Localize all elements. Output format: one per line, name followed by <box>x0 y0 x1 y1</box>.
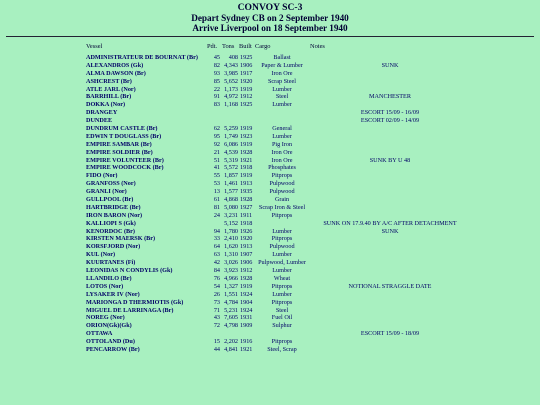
cell-built: 1913 <box>240 243 253 251</box>
cell-built: 1921 <box>240 345 253 353</box>
cell-notes: SUNK ON 17.9.40 BY A/C AFTER DETACHMENT <box>323 219 457 227</box>
cell-cargo: Iron Ore <box>271 156 293 164</box>
table-row <box>0 188 540 196</box>
cell-pdt: 54 <box>213 282 220 290</box>
table-row <box>0 109 540 117</box>
cell-built: 1906 <box>240 61 253 69</box>
cell-vessel: KALLIOPI S (Gk) <box>86 219 136 227</box>
cell-cargo: Pig Iron <box>271 140 293 148</box>
cell-cargo: Lumber <box>272 227 292 235</box>
cell-built: 1904 <box>240 298 253 306</box>
cell-vessel: DOKKA (Nor) <box>86 101 126 109</box>
table-row <box>0 86 540 94</box>
cell-notes: NOTIONAL STRAGGLE DATE <box>348 282 432 290</box>
cell-cargo: Pulpwood, Lumber <box>258 259 306 267</box>
cell-tons: 4,868 <box>224 196 238 204</box>
cell-cargo: Pulpwood <box>269 180 295 188</box>
cell-built: 1926 <box>240 227 253 235</box>
arrive-line: Arrive Liverpool on 18 September 1940 <box>192 23 348 33</box>
cell-vessel: GRANLI (Nor) <box>86 188 127 196</box>
cell-tons: 5,231 <box>224 306 238 314</box>
cell-built: 1919 <box>240 172 253 180</box>
cell-tons: 1,461 <box>224 180 238 188</box>
cell-cargo: Phosphates <box>268 164 296 172</box>
cell-pdt: 94 <box>213 227 220 235</box>
cell-vessel: ASHCREST (Br) <box>86 77 132 85</box>
table-row <box>0 141 540 149</box>
cell-built: 1928 <box>240 196 253 204</box>
table-row <box>0 133 540 141</box>
cell-tons: 1,168 <box>224 101 238 109</box>
cell-vessel: BARRHILL (Br) <box>86 93 132 101</box>
cell-pdt: 45 <box>213 54 220 61</box>
cell-built: 1919 <box>240 282 253 290</box>
cell-vessel: KORSFJORD (Nor) <box>86 243 141 251</box>
cell-tons: 4,343 <box>224 61 238 69</box>
table-row <box>0 299 540 307</box>
cell-tons: 4,966 <box>224 274 238 282</box>
cell-notes: ESCORT 15/09 - 16/09 <box>360 109 420 117</box>
cell-pdt: 53 <box>213 180 220 188</box>
cell-tons: 5,652 <box>224 77 238 85</box>
table-row <box>0 164 540 172</box>
table-row <box>0 157 540 165</box>
cell-built: 1925 <box>240 54 253 61</box>
cell-tons: 5,080 <box>224 203 238 211</box>
cell-cargo: Ballast <box>273 54 291 61</box>
cell-tons: 1,327 <box>224 282 238 290</box>
cell-vessel: MIGUEL DE LARRINAGA (Br) <box>86 306 174 314</box>
cell-built: 1925 <box>240 101 253 109</box>
cell-tons: 3,026 <box>224 259 238 267</box>
cell-built: 1928 <box>240 148 253 156</box>
cell-pdt: 13 <box>213 188 220 196</box>
table-row <box>0 117 540 125</box>
cell-built: 1920 <box>240 77 253 85</box>
cell-vessel: KENORDOC (Br) <box>86 227 135 235</box>
table-row <box>0 267 540 275</box>
cell-vessel: EMPIRE SAMBAR (Br) <box>86 140 152 148</box>
cell-tons: 5,152 <box>224 219 238 227</box>
table-row <box>0 283 540 291</box>
cell-pdt: 15 <box>213 338 220 346</box>
cell-pdt: 83 <box>213 101 220 109</box>
cell-vessel: LOTOS (Nor) <box>86 282 124 290</box>
table-row <box>0 251 540 259</box>
cell-built: 1931 <box>240 314 253 322</box>
cell-cargo: Pulpwood <box>269 188 295 196</box>
cell-tons: 6,086 <box>224 140 238 148</box>
cell-tons: 7,605 <box>224 314 238 322</box>
cell-vessel: ATLE JARL (Nor) <box>86 85 136 93</box>
table-row <box>0 101 540 109</box>
cell-built: 1924 <box>240 306 253 314</box>
cell-pdt: 63 <box>213 251 220 259</box>
cell-tons: 2,202 <box>224 338 238 346</box>
cell-vessel: LLANDILO (Br) <box>86 274 132 282</box>
cell-tons: 1,310 <box>224 251 238 259</box>
cell-cargo: Fuel Oil <box>271 314 293 322</box>
cell-tons: 1,551 <box>224 290 238 298</box>
cell-vessel: PENCARROW (Br) <box>86 345 140 353</box>
cell-vessel: LYSAKER IV (Nor) <box>86 290 140 298</box>
cell-cargo: Pitprops <box>271 235 293 243</box>
col-built: Built <box>239 43 252 50</box>
vessel-table <box>0 54 540 354</box>
cell-built: 1918 <box>240 164 253 172</box>
cell-cargo: Lumber <box>272 101 292 109</box>
cell-pdt: 91 <box>213 93 220 101</box>
cell-pdt: 26 <box>213 290 220 298</box>
cell-pdt: 33 <box>213 235 220 243</box>
cell-pdt: 41 <box>213 164 220 172</box>
cell-pdt: 95 <box>213 132 220 140</box>
table-row <box>0 243 540 251</box>
cell-vessel: FIDO (Nor) <box>86 172 118 180</box>
cell-tons: 5,319 <box>224 156 238 164</box>
cell-tons: 5,259 <box>224 125 238 133</box>
table-row <box>0 180 540 188</box>
cell-vessel: LEONIDAS N CONDYLIS (Gk) <box>86 267 173 275</box>
cell-built: 1912 <box>240 267 253 275</box>
cell-vessel: EMPIRE WOODCOCK (Br) <box>86 164 164 172</box>
cell-pdt: 93 <box>213 69 220 77</box>
cell-built: 1923 <box>240 132 253 140</box>
cell-pdt: 43 <box>213 314 220 322</box>
table-row <box>0 322 540 330</box>
cell-built: 1917 <box>240 69 253 77</box>
cell-pdt: 73 <box>213 298 220 306</box>
cell-cargo: Steel <box>275 93 289 101</box>
cell-vessel: OTTOLAND (Du) <box>86 338 135 346</box>
table-row <box>0 235 540 243</box>
cell-built: 1913 <box>240 180 253 188</box>
cell-tons: 4,798 <box>224 322 238 330</box>
cell-vessel: DUNDRUM CASTLE (Br) <box>86 125 158 133</box>
cell-notes: SUNK BY U 48 <box>369 156 411 164</box>
cell-vessel: HARTBRIDGE (Br) <box>86 203 141 211</box>
cell-built: 1924 <box>240 290 253 298</box>
cell-pdt: 61 <box>213 196 220 204</box>
cell-pdt: 21 <box>213 148 220 156</box>
table-row <box>0 62 540 70</box>
table-row <box>0 228 540 236</box>
cell-cargo: Pitprops <box>271 172 293 180</box>
cell-built: 1911 <box>240 211 253 219</box>
table-row <box>0 70 540 78</box>
cell-tons: 3,985 <box>224 69 238 77</box>
table-row <box>0 338 540 346</box>
cell-vessel: GRANFOSS (Nor) <box>86 180 136 188</box>
cell-tons: 4,784 <box>224 298 238 306</box>
cell-pdt: 62 <box>213 125 220 133</box>
cell-tons: 1,620 <box>224 243 238 251</box>
cell-tons: 5,572 <box>224 164 238 172</box>
table-row <box>0 196 540 204</box>
table-row <box>0 54 540 62</box>
depart-line: Depart Sydney CB on 2 September 1940 <box>191 13 349 23</box>
cell-cargo: Pitprops <box>271 282 293 290</box>
cell-pdt: 72 <box>213 322 220 330</box>
table-row <box>0 149 540 157</box>
cell-cargo: Pulpwood <box>269 243 295 251</box>
cell-built: 1920 <box>240 235 253 243</box>
cell-pdt: 82 <box>213 61 220 69</box>
cell-cargo: Lumber <box>272 290 292 298</box>
cell-tons: 4,539 <box>224 148 238 156</box>
table-row <box>0 125 540 133</box>
cell-pdt: 71 <box>213 306 220 314</box>
cell-cargo: Pitprops <box>271 211 293 219</box>
cell-built: 1919 <box>240 125 253 133</box>
cell-vessel: EMPIRE SOLDIER (Br) <box>86 148 153 156</box>
table-row <box>0 204 540 212</box>
cell-pdt: 22 <box>213 85 220 93</box>
cell-built: 1909 <box>240 322 253 330</box>
table-row <box>0 314 540 322</box>
cell-vessel: KUL (Nor) <box>86 251 116 259</box>
cell-cargo: Lumber <box>272 267 292 275</box>
col-pdt: Pdt. <box>207 43 218 50</box>
cell-built: 1919 <box>240 140 253 148</box>
cell-tons: 1,173 <box>224 85 238 93</box>
cell-cargo: Pitprops <box>271 298 293 306</box>
table-row <box>0 291 540 299</box>
cell-built: 1935 <box>240 188 253 196</box>
cell-tons: 3,231 <box>224 211 238 219</box>
table-row <box>0 172 540 180</box>
table-row <box>0 259 540 267</box>
cell-cargo: General <box>272 125 292 133</box>
cell-tons: 4,841 <box>224 345 238 353</box>
cell-cargo: Sulphur <box>272 322 292 330</box>
table-row <box>0 330 540 338</box>
cell-pdt: 84 <box>213 267 220 275</box>
cell-vessel: IRON BARON (Nor) <box>86 211 143 219</box>
cell-notes: MANCHESTER <box>369 93 411 101</box>
cell-tons: 1,749 <box>224 132 238 140</box>
cell-cargo: Lumber <box>272 132 292 140</box>
cell-vessel: NOREG (Nor) <box>86 314 125 322</box>
cell-vessel: KIRSTEN MAERSK (Br) <box>86 235 156 243</box>
cell-cargo: Wheat <box>273 274 291 282</box>
cell-pdt: 64 <box>213 243 220 251</box>
cell-vessel: GULLPOOL (Br) <box>86 196 134 204</box>
cell-built: 1921 <box>240 156 253 164</box>
cell-vessel: ALEXANDROS (Gk) <box>86 61 144 69</box>
cell-pdt: 92 <box>213 140 220 148</box>
cell-tons: 4,972 <box>224 93 238 101</box>
table-row <box>0 346 540 354</box>
cell-vessel: ALMA DAWSON (Br) <box>86 69 146 77</box>
cell-cargo: Lumber <box>272 85 292 93</box>
cell-cargo: Iron Ore <box>271 69 293 77</box>
cell-tons: 1,577 <box>224 188 238 196</box>
cell-built: 1918 <box>240 219 253 227</box>
cell-cargo: Grain <box>274 196 290 204</box>
cell-built: 1927 <box>240 203 253 211</box>
cell-notes: ESCORT 02/09 - 14/09 <box>360 117 420 125</box>
cell-pdt: 42 <box>213 259 220 267</box>
cell-vessel: EDWIN T DOUGLASS (Br) <box>86 132 162 140</box>
cell-vessel: DRANGEY <box>86 109 118 117</box>
col-cargo: Cargo <box>255 43 271 50</box>
cell-cargo: Lumber <box>272 251 292 259</box>
cell-pdt: 44 <box>213 345 220 353</box>
column-headers <box>0 43 540 53</box>
table-row <box>0 78 540 86</box>
table-row <box>0 212 540 220</box>
page-title: CONVOY SC-3 <box>237 2 303 13</box>
cell-vessel: DUNDEE <box>86 117 113 125</box>
cell-built: 1919 <box>240 85 253 93</box>
cell-pdt: 51 <box>213 156 220 164</box>
table-row <box>0 275 540 283</box>
cell-tons: 3,923 <box>224 267 238 275</box>
cell-pdt: 85 <box>213 77 220 85</box>
cell-vessel: EMPIRE VOLUNTEER (Br) <box>86 156 164 164</box>
cell-vessel: ADMINISTRATEUR DE BOURNAT (Br) <box>86 54 198 61</box>
table-row <box>0 307 540 315</box>
cell-built: 1916 <box>240 338 253 346</box>
cell-vessel: OTTAWA <box>86 330 113 338</box>
cell-cargo: Scrap Iron & Steel <box>258 203 306 211</box>
col-tons: Tons <box>222 43 235 50</box>
cell-tons: 1,780 <box>224 227 238 235</box>
cell-cargo: Scrap Steel <box>267 77 296 85</box>
cell-notes: SUNK <box>381 61 399 69</box>
cell-built: 1928 <box>240 274 253 282</box>
cell-tons: 2,410 <box>224 235 238 243</box>
cell-vessel: MARIONGA D THERMIOTIS (Gk) <box>86 298 184 306</box>
cell-tons: 1,857 <box>224 172 238 180</box>
cell-notes: ESCORT 15/09 - 18/09 <box>360 330 420 338</box>
cell-vessel: KUURTANES (Fi) <box>86 259 136 267</box>
cell-built: 1906 <box>240 259 253 267</box>
header-divider <box>6 36 534 37</box>
cell-vessel: ORION(Gk)(Gk) <box>86 322 132 330</box>
table-row <box>0 220 540 228</box>
cell-notes: SUNK <box>381 227 399 235</box>
col-notes: Notes <box>310 43 325 50</box>
cell-pdt: 81 <box>213 203 220 211</box>
cell-tons: 408 <box>228 54 238 61</box>
cell-cargo: Paper & Lumber <box>261 61 303 69</box>
cell-cargo: Iron Ore <box>271 148 293 156</box>
cell-pdt: 24 <box>213 211 220 219</box>
cell-cargo: Pitprops <box>271 338 293 346</box>
cell-pdt: 55 <box>213 172 220 180</box>
cell-cargo: Steel, Scrap <box>267 345 297 353</box>
col-vessel: Vessel <box>86 43 103 50</box>
cell-cargo: Steel <box>275 306 289 314</box>
table-row <box>0 93 540 101</box>
cell-built: 1912 <box>240 93 253 101</box>
cell-pdt: 76 <box>213 274 220 282</box>
cell-built: 1907 <box>240 251 253 259</box>
